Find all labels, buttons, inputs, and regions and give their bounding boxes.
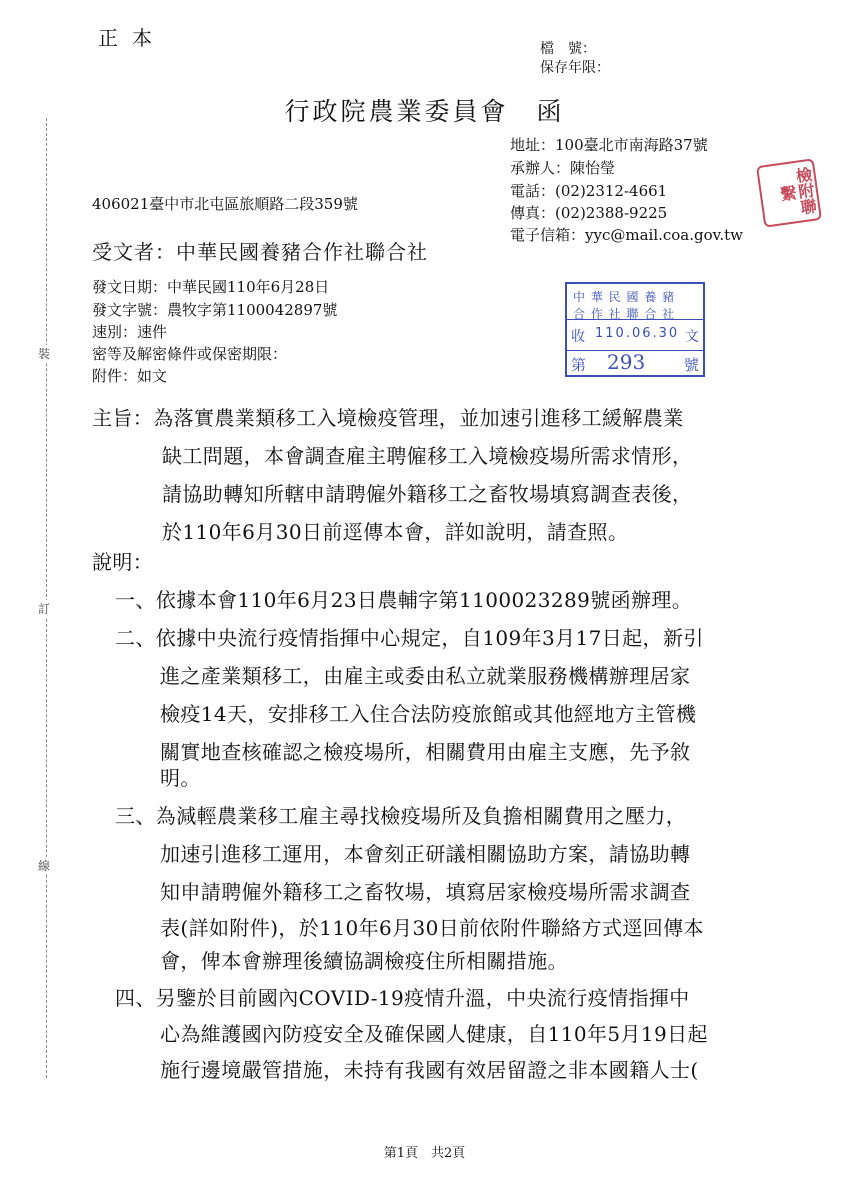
delivery-speed: 速別：速件 [92, 323, 168, 341]
item-4-line: 施行邊境嚴管措施，未持有我國有效居留證之非本國籍人士( [160, 1058, 699, 1082]
item-2-line: 檢疫14天，安排移工入住合法防疫旅館或其他經地方主管機 [160, 702, 697, 726]
red-seal: 檢附聯繫 [756, 158, 822, 227]
item-3-line: 表(詳如附件)，於110年6月30日前依附件聯絡方式逕回傳本 [160, 916, 704, 940]
copy-label: 正本 [98, 26, 166, 50]
binding-mark-staple: 訂 [38, 602, 51, 616]
stamp-org-line2: 合 作 社 聯 合 社 [573, 307, 676, 321]
stamp-no-label: 第 [571, 356, 587, 374]
item-3-line: 三、為減輕農業移工雇主尋找檢疫場所及負擔相關費用之壓力， [115, 804, 687, 828]
stamp-hao-label: 號 [683, 356, 699, 374]
item-4-line: 四、另鑒於目前國內COVID-19疫情升溫，中央流行疫情指揮中 [115, 986, 690, 1010]
item-3-line: 會，俾本會辦理後續協調檢疫住所相關措施。 [160, 949, 568, 973]
stamp-date: 110.06.30 [595, 326, 680, 341]
subject-line: 請協助轉知所轄申請聘僱外籍移工之畜牧場填寫調查表後， [162, 482, 693, 506]
stamp-org-line1: 中 華 民 國 養 豬 [573, 290, 676, 304]
phone: 電話：(02)2312-4661 [510, 182, 668, 200]
subject-line: 主旨：為落實農業類移工入境檢疫管理，並加速引進移工緩解農業 [92, 406, 684, 430]
email: 電子信箱：yyc@mail.coa.gov.tw [510, 226, 743, 244]
recipient-address: 406021臺中市北屯區旅順路二段359號 [92, 195, 358, 213]
binding-mark-line: 線 [38, 859, 51, 873]
binding-mark-bind: 裝 [38, 347, 51, 361]
explanation-label: 說明： [92, 550, 154, 574]
recipient: 受文者：中華民國養豬合作社聯合社 [92, 240, 428, 264]
item-2-line: 進之產業類移工，由雇主或委由私立就業服務機構辦理居家 [160, 664, 691, 688]
item-3-line: 知申請聘僱外籍移工之畜牧場，填寫居家檢疫場所需求調查 [160, 880, 691, 904]
item-1-line: 一、依據本會110年6月23日農輔字第1100023289號函辦理。 [115, 588, 693, 612]
document-number: 發文字號：農牧字第1100042897號 [92, 301, 338, 319]
item-2-line: 明。 [160, 766, 201, 790]
handler: 承辦人：陳怡瑩 [510, 159, 616, 177]
item-2-line: 二、依據中央流行疫情指揮中心規定，自109年3月17日起，新引 [115, 626, 704, 650]
stamp-receive-label: 收 [571, 329, 585, 345]
subject-line: 於110年6月30日前逕傳本會，詳如說明，請查照。 [162, 520, 629, 544]
item-3-line: 加速引進移工運用，本會刻正研議相關協助方案，請協助轉 [160, 842, 691, 866]
stamp-text-label: 文 [685, 329, 699, 345]
secrecy-level: 密等及解密條件或保密期限： [92, 345, 288, 363]
file-number-label: 檔 號： [540, 41, 596, 57]
issue-date: 發文日期：中華民國110年6月28日 [92, 278, 330, 296]
attachment: 附件：如文 [92, 367, 168, 385]
binding-line [46, 118, 47, 1078]
received-stamp [565, 282, 705, 377]
fax: 傳真：(02)2388-9225 [510, 204, 668, 222]
item-2-line: 關實地查核確認之檢疫場所，相關費用由雇主支應，先予敘 [160, 740, 691, 764]
page-footer: 第1頁 共2頁 [383, 1146, 466, 1161]
stamp-number: 293 [607, 350, 646, 374]
subject-line: 缺工問題，本會調查雇主聘僱移工入境檢疫場所需求情形， [162, 444, 693, 468]
sender-address: 地址：100臺北市南海路37號 [510, 136, 708, 154]
item-4-line: 心為維護國內防疫安全及確保國人健康，自110年5月19日起 [160, 1022, 708, 1046]
document-title: 行政院農業委員會 函 [284, 97, 565, 126]
retention-label: 保存年限： [540, 60, 610, 76]
